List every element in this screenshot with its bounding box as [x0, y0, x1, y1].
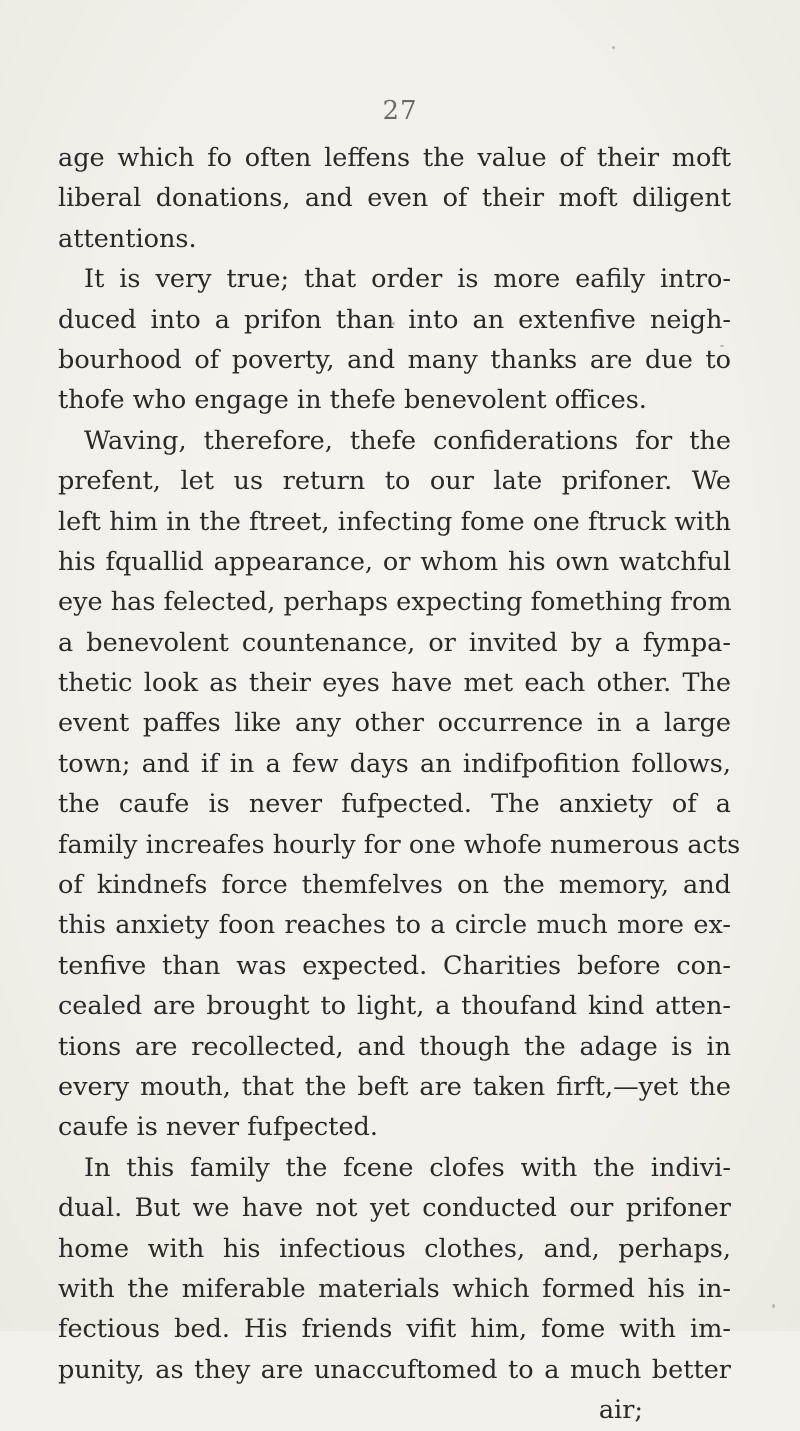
- text-line: with the miferable materials which formed his in-: [58, 1273, 731, 1304]
- text-line: event paffes like any other occurrence in a large: [58, 708, 731, 739]
- text-line: thofe who engage in thefe benevolent offices.: [58, 385, 647, 416]
- text-line: punity, as they are unaccuftomed to a much better: [58, 1354, 731, 1385]
- text-line: dual. But we have not yet conducted our prifoner: [58, 1193, 731, 1224]
- text-line: cealed are brought to light, a thoufand kind atten-: [58, 991, 731, 1022]
- paragraph-start-line: Waving, therefore, thefe confiderations for the: [84, 425, 731, 456]
- text-line: of kindnefs force themfelves on the memory, and: [58, 870, 731, 901]
- paper-speck: [612, 46, 615, 49]
- text-line: thetic look as their eyes have met each other. The: [58, 668, 731, 699]
- text-line: caufe is never fufpected.: [58, 1112, 378, 1143]
- paragraph-start-line: It is very true; that order is more eafily intro-: [84, 264, 731, 295]
- text-line: left him in the ftreet, infecting fome one ftruck with: [58, 506, 731, 537]
- catchword: air;: [598, 1395, 643, 1426]
- text-line: town; and if in a few days an indifpofition follows,: [58, 748, 731, 779]
- paper-speck: [772, 1304, 775, 1308]
- text-line: attentions.: [58, 223, 197, 254]
- paragraph-start-line: In this family the fcene clofes with the indivi-: [84, 1152, 731, 1183]
- body-text: [58, 138, 741, 1431]
- text-line: every mouth, that the beft are taken firft,—yet the: [58, 1071, 731, 1102]
- text-line: liberal donations, and even of their moft diligent: [58, 183, 731, 214]
- page-number: 27: [382, 96, 418, 126]
- text-line: prefent, let us return to our late prifoner. We: [58, 466, 731, 497]
- text-line: tenfive than was expected. Charities before con-: [58, 950, 731, 981]
- text-line: this anxiety foon reaches to a circle much more ex-: [58, 910, 731, 941]
- text-line: duced into a prifon than into an extenfive neigh-: [58, 304, 731, 335]
- text-line: a benevolent countenance, or invited by a fympa-: [58, 627, 731, 658]
- text-line: the caufe is never fufpected. The anxiety of a: [58, 789, 731, 820]
- text-line: eye has felected, perhaps expecting fomething from: [58, 587, 732, 618]
- text-line: bourhood of poverty, and many thanks are due to: [58, 344, 731, 375]
- text-line: tions are recollected, and though the adage is in: [58, 1031, 731, 1062]
- text-line: fectious bed. His friends vifit him, fome with im-: [58, 1314, 731, 1345]
- text-line: home with his infectious clothes, and, perhaps,: [58, 1233, 731, 1264]
- text-line: age which fo often leffens the value of their moft: [58, 143, 731, 173]
- text-line: his fquallid appearance, or whom his own watchful: [58, 546, 731, 577]
- text-line: family increafes hourly for one whofe numerous acts: [58, 829, 741, 860]
